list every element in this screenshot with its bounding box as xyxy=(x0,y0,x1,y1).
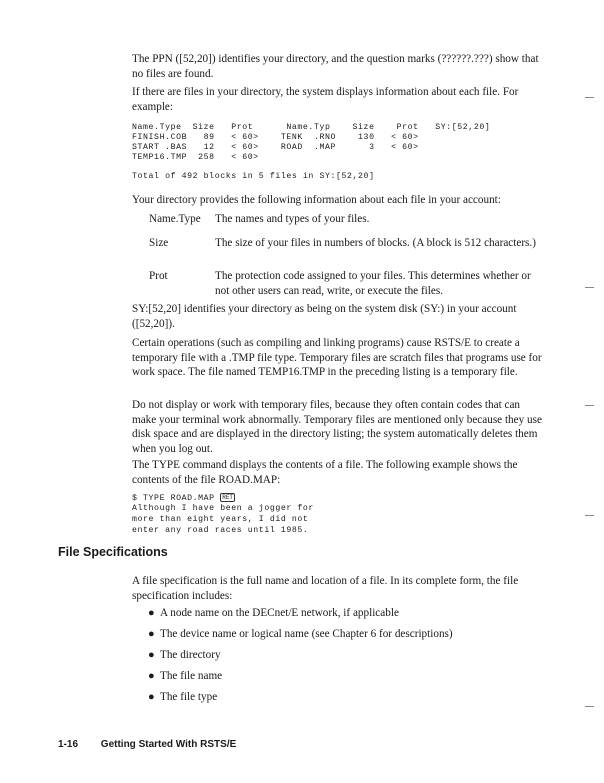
listing-header: Name.Type Size Prot Name.Typ Size Prot SY:[52,20] xyxy=(132,123,491,132)
document-page: The PPN ([52,20]) identifies your directory, and the question marks (??????.???) show that no files are found. If there are files in your directory, the system displays information about each file. For example: Name.Type Size Prot Name.Typ Size Prot SY:[52,20] FINISH.COB 89 < 60> TENK .RNO 130 < 60> START .BAS 12 < 60> ROAD .MAP 3 < 60> TEMP16.TMP 258 < 60> Total of 492 blocks in 5 files in SY:[52,20] Your directory provides the following information about each file in your account: Name.Type The names and types of your files. Size The size of your files in numbers of blocks. (A block is 512 characters.) Prot The protection code assigned to your files. This determines whether or not other users can read, write, or execute the files. SY:[52,20] identifies your directory as being on the system disk (SY:) in your account ([52,20]). Certain operations (such as compiling and linking programs) cause RSTS/E to create a temporary file with a .TMP file type. Temporary files are scratch files that programs use for work space. The file named TEMP16.TMP in the preceding listing is a temporary file. Do not display or work with temporary files, because they often contain codes that can make your terminal work abnormally. Temporary files are mentioned only because they use disk space and are displayed in the directory listing; the system automatically deletes them when you log out. The TYPE command displays the contents of a file. The following example shows the contents of the file ROAD.MAP: $ TYPE ROAD.MAP RET Although I have been a jogger for more than eight years, I did not enter any road races until 1985. File Specifications A file specification is the full name and location of a file. In its complete form, the file specification includes: ● A node name on the DECnet/E network, if applicable ● The device name or logical name (see Chapter 6 for descriptions) ● The directory ● The file name ● The file type 1-16 Getting Started With RSTS/E xyxy=(0,0,604,783)
bullet-icon: ● xyxy=(148,691,155,703)
paragraph-ppn: The PPN ([52,20]) identifies your directory, and the question marks (??????.???) show that no files are found. xyxy=(132,53,539,80)
listing-row: START .BAS 12 < 60> ROAD .MAP 3 < 60> xyxy=(132,143,419,152)
margin-mark xyxy=(585,97,594,98)
type-command: $ TYPE ROAD.MAP xyxy=(132,494,215,503)
definition-term: Name.Type xyxy=(149,213,201,225)
return-key-icon: RET xyxy=(222,494,234,501)
margin-mark xyxy=(585,515,594,516)
type-command-line xyxy=(132,493,235,505)
bullet-icon: ● xyxy=(148,607,155,619)
section-heading: File Specifications xyxy=(58,545,168,559)
paragraph-directory-info: Your directory provides the following information about each file in your account: xyxy=(132,194,501,206)
bullet-icon: ● xyxy=(148,670,155,682)
listing-total: Total of 492 blocks in 5 files in SY:[52,20] xyxy=(132,172,375,181)
definition-desc: The names and types of your files. xyxy=(215,213,370,225)
type-output-line: more than eight years, I did not xyxy=(132,515,309,524)
definition-desc: The size of your files in numbers of blocks. (A block is 512 characters.) xyxy=(215,237,536,249)
bullet-icon: ● xyxy=(148,649,155,661)
definition-term: Size xyxy=(149,237,169,249)
page-number: 1-16 xyxy=(58,739,79,750)
paragraph-sy-directory: SY:[52,20] identifies your directory as being on the system disk (SY:) in your account ([52,20]). xyxy=(132,303,517,330)
paragraph-file-spec: A file specification is the full name and location of a file. In its complete form, the file specification includes: xyxy=(132,575,519,602)
margin-mark xyxy=(585,287,594,288)
listing-row: FINISH.COB 89 < 60> TENK .RNO 130 < 60> xyxy=(132,133,419,142)
definition-term: Prot xyxy=(149,270,168,282)
page-footer xyxy=(58,739,236,750)
paragraph-temp-warning: Do not display or work with temporary files, because they often contain codes that can make your terminal work abnormally. Temporary files are mentioned only because they use disk space and are displayed in the directory listing; the system automatically deletes them when you log out. xyxy=(132,399,542,455)
margin-mark xyxy=(585,706,594,707)
type-output-line: enter any road races until 1985. xyxy=(132,526,309,535)
book-title: Getting Started With RSTS/E xyxy=(100,739,237,750)
paragraph-type-command: The TYPE command displays the contents of a file. The following example shows the contents of the file ROAD.MAP: xyxy=(132,459,518,486)
margin-mark xyxy=(585,405,594,406)
type-output-line: Although I have been a jogger for xyxy=(132,504,314,513)
bullet-icon: ● xyxy=(148,628,155,640)
listing-row: TEMP16.TMP 258 < 60> xyxy=(132,153,259,162)
paragraph-files-intro: If there are files in your directory, the system displays information about each file. For example: xyxy=(132,86,519,113)
paragraph-temporary-files: Certain operations (such as compiling and linking programs) cause RSTS/E to create a temporary file with a .TMP file type. Temporary files are scratch files that programs use for work space. The file named TEMP16.TMP in the preceding listing is a temporary file. xyxy=(132,337,542,378)
definition-desc: The protection code assigned to your files. This determines whether or not other users can read, write, or execute the files. xyxy=(215,270,531,297)
